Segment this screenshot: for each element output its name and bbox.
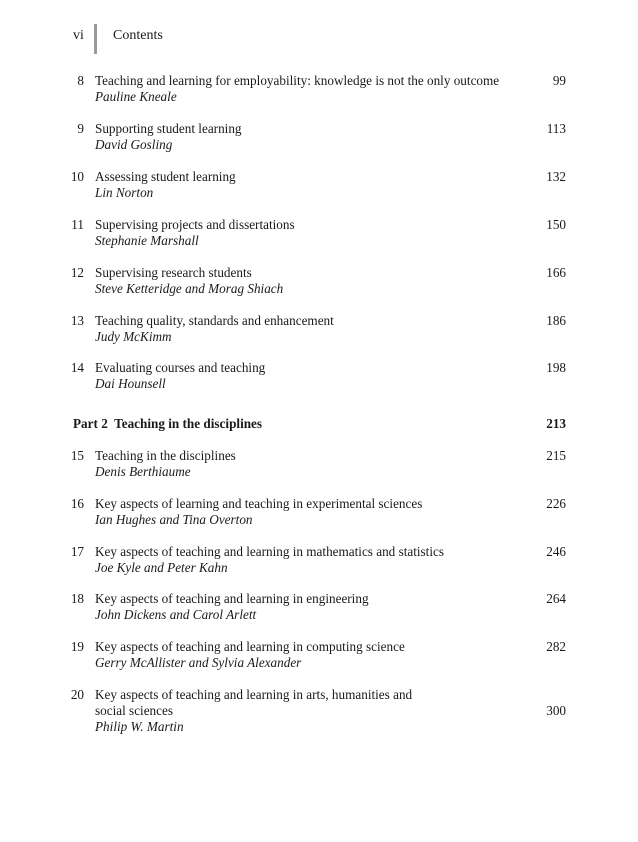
chapter-author: Ian Hughes and Tina Overton — [95, 512, 253, 527]
chapter-number: 13 — [70, 313, 84, 328]
chapter-page: 215 — [546, 448, 566, 463]
chapter-page: 198 — [546, 360, 566, 375]
chapter-author: Gerry McAllister and Sylvia Alexander — [95, 655, 302, 670]
page-number: vi — [73, 28, 84, 43]
chapter-page: 300 — [546, 703, 566, 718]
chapter-number: 20 — [70, 687, 84, 702]
chapter-author: Joe Kyle and Peter Kahn — [95, 560, 228, 575]
chapter-number: 9 — [77, 121, 84, 136]
chapter-title: Supervising projects and dissertations — [95, 217, 295, 232]
page-header — [0, 24, 638, 54]
chapter-number: 12 — [70, 265, 84, 280]
chapter-number: 18 — [70, 591, 84, 606]
chapter-title: Key aspects of teaching and learning in engineering — [95, 591, 369, 606]
chapter-number: 14 — [70, 360, 84, 375]
part-page: 213 — [546, 416, 566, 431]
chapter-author: Stephanie Marshall — [95, 233, 199, 248]
chapter-page: 150 — [546, 217, 566, 232]
chapter-page: 166 — [546, 265, 566, 280]
chapter-title: Key aspects of teaching and learning in computing science — [95, 639, 405, 654]
chapter-title: Teaching in the disciplines — [95, 448, 236, 463]
chapter-number: 10 — [70, 169, 84, 184]
chapter-author: John Dickens and Carol Arlett — [95, 607, 257, 622]
chapter-page: 282 — [546, 639, 566, 654]
part-heading — [73, 416, 566, 432]
chapter-author: David Gosling — [95, 137, 173, 152]
chapter-number: 19 — [70, 639, 84, 654]
header-divider — [94, 24, 97, 54]
chapter-page: 113 — [546, 121, 566, 136]
chapter-title: Supporting student learning — [95, 121, 242, 136]
chapter-title: Evaluating courses and teaching — [95, 360, 266, 375]
chapter-author: Lin Norton — [95, 185, 154, 200]
running-head: Contents — [113, 28, 163, 43]
chapter-page: 186 — [546, 313, 566, 328]
chapter-number: 8 — [77, 73, 84, 88]
chapter-page: 99 — [552, 73, 566, 88]
chapter-title: Key aspects of learning and teaching in experimental sciences — [95, 496, 423, 511]
chapter-page: 132 — [546, 169, 566, 184]
chapter-author: Judy McKimm — [95, 329, 172, 344]
chapter-number: 17 — [70, 544, 84, 559]
chapter-author: Steve Ketteridge and Morag Shiach — [95, 281, 284, 296]
chapter-title: Assessing student learning — [95, 169, 236, 184]
chapter-page: 226 — [546, 496, 566, 511]
chapter-number: 11 — [71, 217, 84, 232]
chapter-author: Philip W. Martin — [95, 719, 184, 734]
chapter-author: Dai Hounsell — [95, 376, 166, 391]
chapter-title: Teaching and learning for employability: knowledge is not the only outcome — [95, 73, 500, 88]
chapter-author: Pauline Kneale — [95, 89, 177, 104]
part-title: Part 2 Teaching in the disciplines — [73, 416, 263, 431]
chapter-page: 246 — [546, 544, 566, 559]
chapter-author: Denis Berthiaume — [95, 464, 191, 479]
chapter-number: 16 — [70, 496, 84, 511]
chapter-title-line-2: social sciences — [95, 703, 173, 718]
chapter-number: 15 — [70, 448, 84, 463]
chapter-title: Key aspects of teaching and learning in mathematics and statistics — [95, 544, 444, 559]
chapter-page: 264 — [546, 591, 566, 606]
chapter-title: Supervising research students — [95, 265, 252, 280]
chapter-title: Teaching quality, standards and enhancement — [95, 313, 334, 328]
chapter-title-line-1: Key aspects of teaching and learning in arts, humanities and — [95, 687, 413, 702]
